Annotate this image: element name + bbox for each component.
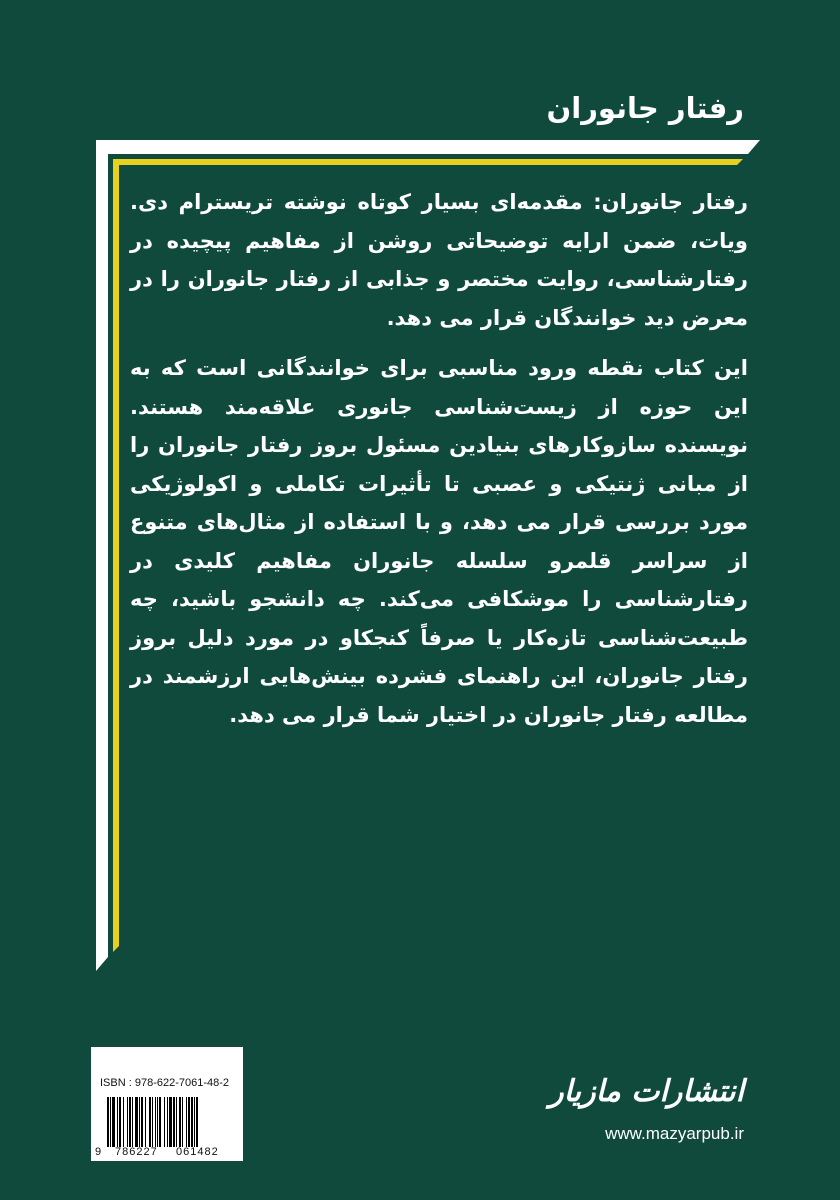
barcode-bar: [179, 1097, 181, 1147]
barcode-bar: [191, 1097, 193, 1147]
barcode-bar: [196, 1097, 198, 1147]
barcode-bar: [182, 1097, 183, 1147]
publisher-url: www.mazyarpub.ir: [605, 1124, 744, 1143]
barcode-bar: [157, 1097, 158, 1147]
barcode-bar: [152, 1097, 153, 1147]
barcode-digits-left: 786227: [115, 1146, 158, 1158]
barcode-bar: [110, 1097, 111, 1147]
barcode-bar: [159, 1097, 161, 1147]
barcode-bars: [107, 1097, 235, 1147]
description-paragraph-1: رفتار جانوران: مقدمه‌ای بسیار کوتاه نوشته تریسترام دی. ویات، ضمن ارایه توضیحاتی روشن از مفاهیم پیچیده در رفتارشناسی، روایت مختصر و جذابی از رفتار جانوران را در معرض دید خوانندگان قرار می دهد.: [130, 190, 748, 330]
barcode-bar: [112, 1097, 115, 1147]
barcode-bar: [155, 1097, 156, 1147]
barcode-bar: [164, 1097, 165, 1147]
barcode-digit-lead: 9: [95, 1146, 102, 1158]
barcode-bar: [119, 1097, 121, 1147]
barcode-bar: [139, 1097, 140, 1147]
barcode-bar: [123, 1097, 124, 1147]
barcode-digits-right: 061482: [176, 1146, 219, 1158]
barcode-bar: [145, 1097, 146, 1147]
barcode-bar: [169, 1097, 172, 1147]
isbn-barcode: [91, 1047, 243, 1161]
barcode-bar: [194, 1097, 195, 1147]
barcode-bar: [188, 1097, 190, 1147]
barcode-bar: [186, 1097, 187, 1147]
publisher-logo: انتشارات مازیار: [549, 1074, 744, 1109]
description-paragraph-2: این کتاب نقطه ورود مناسبی برای خوانندگانی است که به این حوزه از زیست‌شناسی جانوری علاقه‌مند هستند. نویسنده سازوکارهای بنیادین مسئول بروز رفتار جانوران را از مبانی ژنتیکی و عصبی تا تأثیرات تکاملی و اکولوژیکی مورد بررسی قرار می دهد، و با استفاده از مثال‌های متنوع از سراسر قلمرو سلسله جانوران مفاهیم کلیدی در رفتارشناسی را موشکافی می‌کند. چه دانشجو باشید، چه طبیعت‌شناسی تازه‌کار یا صرفاً کنجکاو در مورد دلیل بروز رفتار جانوران، این راهنمای فشرده بینش‌هایی ارزشمند در مطالعه رفتار جانوران در اختیار شما قرار می دهد.: [130, 356, 748, 727]
barcode-bar: [132, 1097, 133, 1147]
barcode-bar: [127, 1097, 128, 1147]
book-description: [130, 183, 748, 734]
barcode-bar: [117, 1097, 118, 1147]
barcode-bar: [141, 1097, 143, 1147]
isbn-label: ISBN : 978-622-7061-48-2: [100, 1077, 230, 1089]
book-title: رفتار جانوران: [546, 91, 744, 125]
barcode-bar: [107, 1097, 109, 1147]
barcode-bar: [129, 1097, 131, 1147]
barcode-bar: [176, 1097, 177, 1147]
barcode-bar: [135, 1097, 138, 1147]
barcode-bar: [173, 1097, 175, 1147]
barcode-bar: [167, 1097, 168, 1147]
barcode-bar: [149, 1097, 151, 1147]
